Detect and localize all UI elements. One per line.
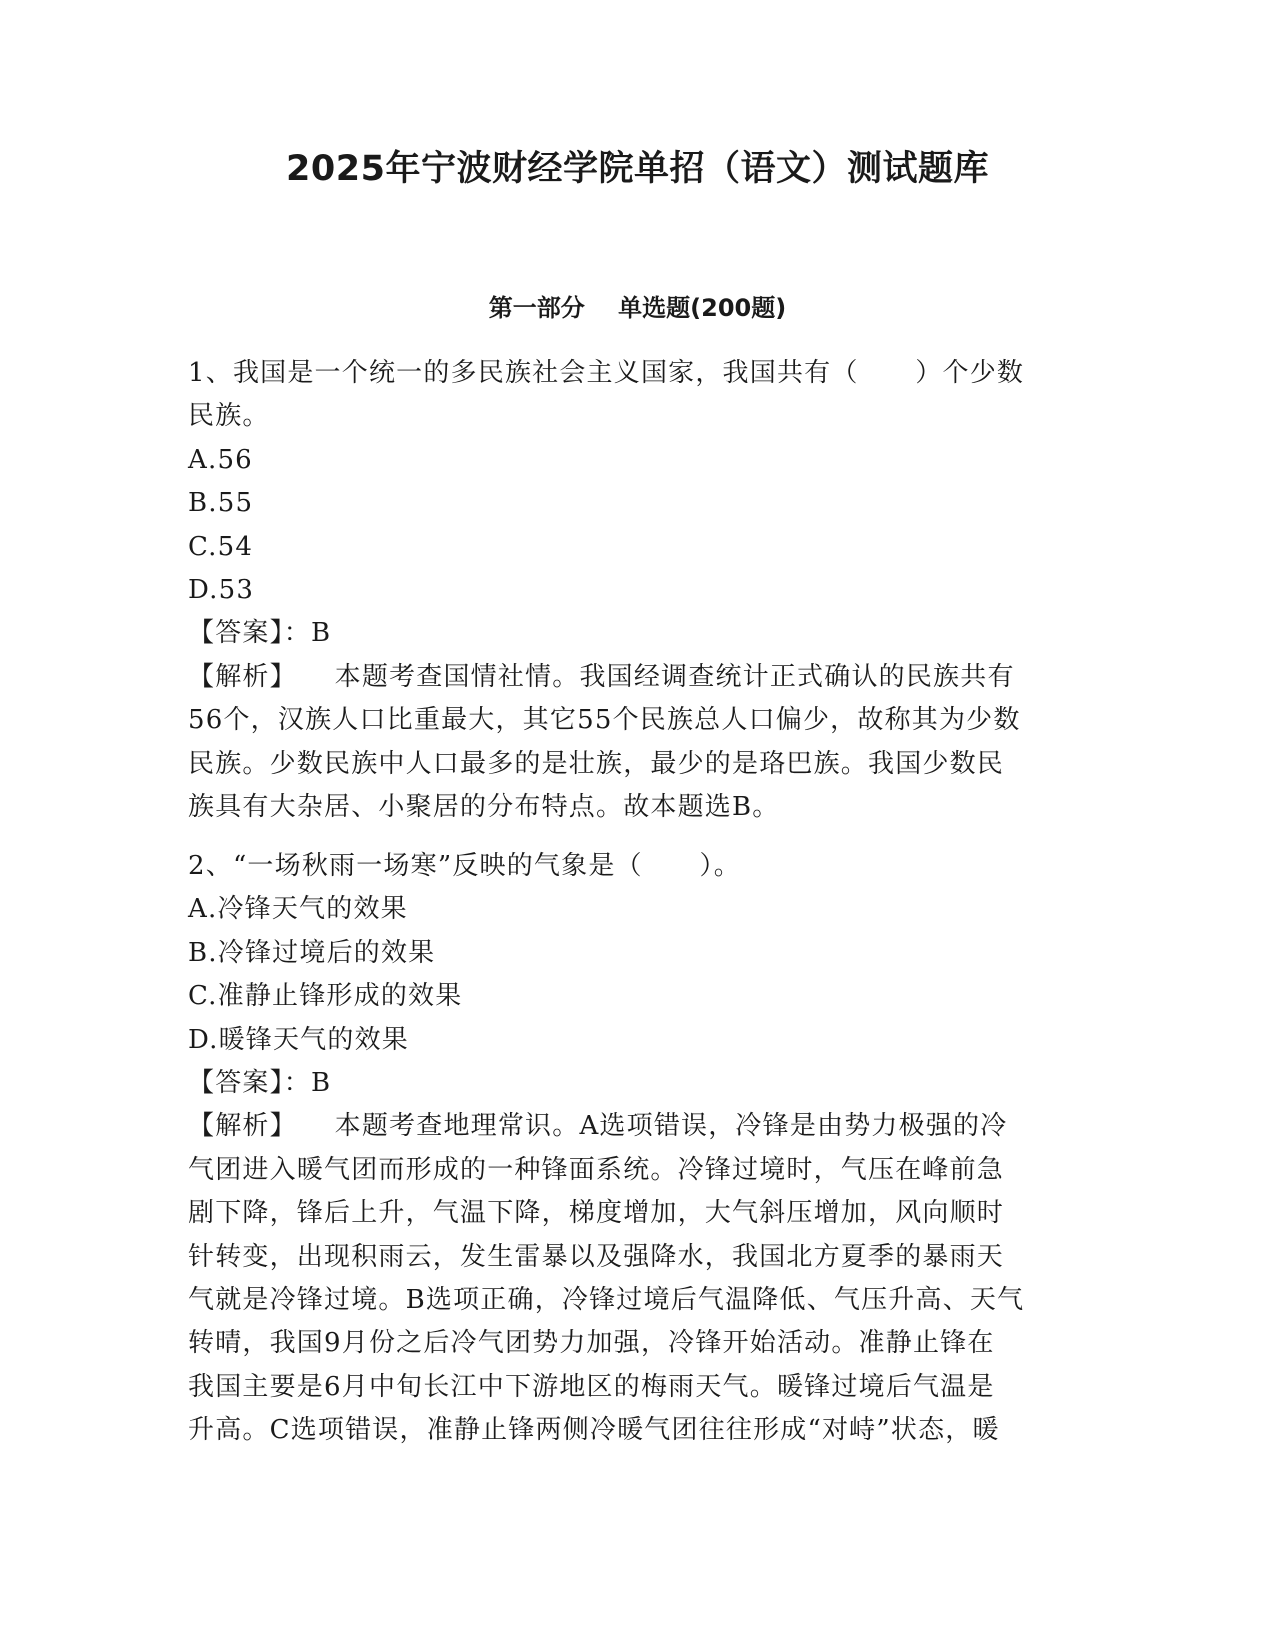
answer-line: 【答案】：B	[188, 1067, 332, 1098]
question-stem-line: 2、“一场秋雨一场寒”反映的气象是（ ）。	[188, 851, 741, 881]
section-heading: 第一部分 单选题(200题)	[488, 294, 787, 322]
option-b: B.55	[188, 488, 254, 519]
question-2	[188, 845, 1088, 1452]
analysis-line: 我国主要是6月中旬长江中下游地区的梅雨天气。暖锋过境后气温是	[188, 1371, 995, 1402]
answer-line: 【答案】：B	[188, 618, 332, 649]
analysis-line: 【解析】 本题考查国情社情。我国经调查统计正式确认的民族共有	[188, 661, 1015, 692]
analysis-line: 【解析】 本题考查地理常识。A选项错误，冷锋是由势力极强的冷	[188, 1111, 1008, 1142]
analysis-line: 族具有大杂居、小聚居的分布特点。故本题选B。	[188, 791, 780, 822]
analysis-line: 针转变，出现积雨云，发生雷暴以及强降水，我国北方夏季的暴雨天	[188, 1241, 1005, 1272]
option-d: D.53	[188, 574, 255, 605]
analysis-line: 剧下降，锋后上升，气温下降，梯度增加，大气斜压增加，风向顺时	[188, 1198, 1005, 1229]
option-c: C.准静止锋形成的效果	[188, 981, 463, 1012]
option-d: D.暖锋天气的效果	[188, 1024, 409, 1055]
analysis-line: 民族。少数民族中人口最多的是壮族，最少的是珞巴族。我国少数民	[188, 748, 1005, 779]
question-stem-line: 民族。	[188, 401, 270, 432]
option-a: A.56	[188, 444, 253, 475]
analysis-line: 气就是冷锋过境。B选项正确，冷锋过境后气温降低、气压升高、天气	[188, 1284, 1025, 1315]
option-c: C.54	[188, 531, 254, 562]
option-a: A.冷锋天气的效果	[188, 894, 408, 925]
analysis-line: 升高。C选项错误，准静止锋两侧冷暖气团往往形成“对峙”状态，暖	[188, 1415, 1000, 1446]
option-b: B.冷锋过境后的效果	[188, 937, 436, 968]
question-1	[188, 352, 1088, 829]
analysis-line: 56个，汉族人口比重最大，其它55个民族总人口偏少，故称其为少数	[188, 705, 1021, 736]
analysis-line: 气团进入暖气团而形成的一种锋面系统。冷锋过境时，气压在峰前急	[188, 1154, 1005, 1185]
question-stem-line: 1、我国是一个统一的多民族社会主义国家，我国共有（ ）个少数	[188, 358, 1025, 388]
analysis-line: 转晴，我国9月份之后冷气团势力加强，冷锋开始活动。准静止锋在	[188, 1328, 995, 1359]
document-title: 2025年宁波财经学院单招（语文）测试题库	[286, 149, 989, 189]
